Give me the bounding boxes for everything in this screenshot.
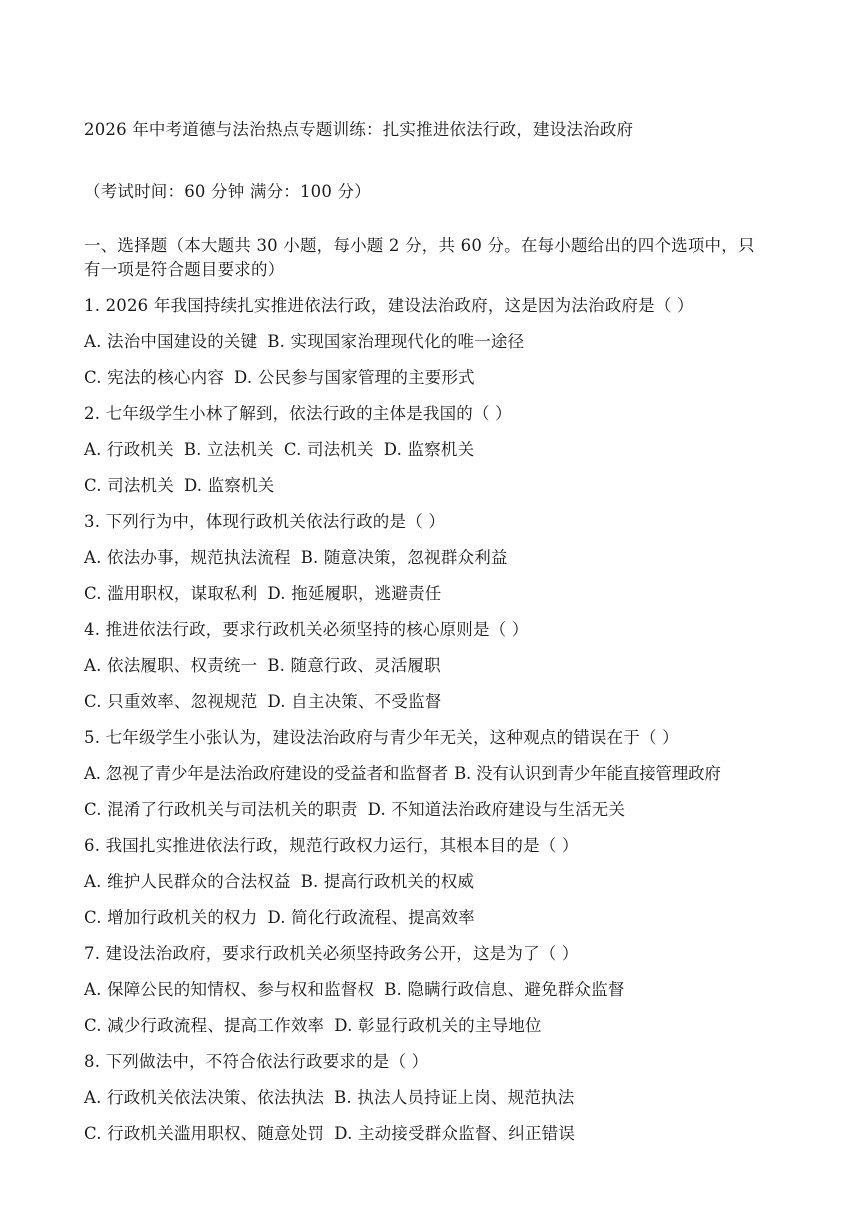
option: A. 依法办事，规范执法流程: [84, 548, 291, 567]
document-title: 2026 年中考道德与法治热点专题训练：扎实推进依法行政，建设法治政府: [84, 120, 634, 139]
question-2-stem: 2. 七年级学生小林了解到，依法行政的主体是我国的（ ）: [84, 404, 512, 423]
option: D. 不知道法治政府建设与生活无关: [367, 800, 626, 819]
option: D. 主动接受群众监督、纠正错误: [334, 1124, 576, 1143]
question-5-stem: 5. 七年级学生小张认为，建设法治政府与青少年无关，这种观点的错误在于（ ）: [84, 728, 679, 747]
question-7-options-row-2: [84, 1014, 808, 1038]
option: C. 只重效率、忽视规范: [84, 692, 258, 711]
option: C. 减少行政流程、提高工作效率: [84, 1016, 325, 1035]
option: C. 司法机关: [84, 476, 174, 495]
option: B. 隐瞒行政信息、避免群众监督: [384, 980, 625, 999]
exam-info: （考试时间：60 分钟 满分：100 分）: [84, 182, 371, 201]
option: B. 没有认识到青少年能直接管理政府: [454, 764, 721, 783]
question-3-options-row-1: [84, 546, 808, 570]
option: D. 简化行政流程、提高效率: [267, 908, 475, 927]
section-heading: 一、选择题（本大题共 30 小题，每小题 2 分，共 60 分。在每小题给出的四个选项中，只: [84, 236, 755, 255]
question-1-options-row-2: [84, 366, 808, 390]
question-3-stem: 3. 下列行为中，体现行政机关依法行政的是（ ）: [84, 512, 446, 531]
question-1-stem: 1. 2026 年我国持续扎实推进依法行政，建设法治政府，这是因为法治政府是（ ）: [84, 296, 694, 315]
option: C. 宪法的核心内容: [84, 368, 225, 387]
option: C. 混淆了行政机关与司法机关的职责: [84, 800, 358, 819]
question-5-options-row-1: [84, 762, 808, 786]
option: B. 提高行政机关的权威: [300, 872, 475, 891]
question-1-options-row-1: [84, 330, 808, 354]
option: C. 司法机关: [283, 440, 374, 459]
question-4-options-row-1: [84, 654, 808, 678]
question-8-options-row-1: [84, 1086, 808, 1110]
question-7-stem: 7. 建设法治政府，要求行政机关必须坚持政务公开，这是为了（ ）: [84, 944, 579, 963]
option: A. 保障公民的知情权、参与权和监督权: [84, 980, 375, 999]
question-6-stem: 6. 我国扎实推进依法行政，规范行政权力运行，其根本目的是（ ）: [84, 836, 579, 855]
question-8-stem: 8. 下列做法中，不符合依法行政要求的是（ ）: [84, 1052, 429, 1071]
question-4-stem: 4. 推进依法行政，要求行政机关必须坚持的核心原则是（ ）: [84, 620, 529, 639]
option: B. 执法人员持证上岗、规范执法: [334, 1088, 575, 1107]
question-4-options-row-2: [84, 690, 808, 714]
option: A. 行政机关依法决策、依法执法: [84, 1088, 325, 1107]
question-3-options-row-2: [84, 582, 808, 606]
option: D. 公民参与国家管理的主要形式: [234, 368, 475, 387]
question-6-options-row-2: [84, 906, 808, 930]
option: A. 行政机关: [84, 440, 174, 459]
question-5-options-row-2: [84, 798, 808, 822]
question-7-options-row-1: [84, 978, 808, 1002]
question-2-options-row-1: [84, 438, 808, 462]
section-heading-cont: 有一项是符合题目要求的）: [84, 260, 285, 279]
option: D. 自主决策、不受监督: [267, 692, 442, 711]
question-8-options-row-2: [84, 1122, 808, 1146]
option: C. 滥用职权，谋取私利: [84, 584, 258, 603]
option: D. 拖延履职，逃避责任: [267, 584, 442, 603]
option: D. 监察机关: [183, 476, 275, 495]
option: D. 彰显行政机关的主导地位: [334, 1016, 542, 1035]
option: D. 监察机关: [383, 440, 475, 459]
option: C. 增加行政机关的权力: [84, 908, 258, 927]
question-6-options-row-1: [84, 870, 808, 894]
question-2-options-row-2: [84, 474, 808, 498]
option: C. 行政机关滥用职权、随意处罚: [84, 1124, 325, 1143]
option: A. 维护人民群众的合法权益: [84, 872, 291, 891]
option: B. 实现国家治理现代化的唯一途径: [267, 332, 525, 351]
option: A. 忽视了青少年是法治政府建设的受益者和监督者: [84, 764, 449, 783]
option: B. 随意行政、灵活履职: [267, 656, 441, 675]
option: B. 立法机关: [183, 440, 274, 459]
option: A. 依法履职、权责统一: [84, 656, 258, 675]
option: B. 随意决策，忽视群众利益: [300, 548, 508, 567]
option: A. 法治中国建设的关键: [84, 332, 258, 351]
